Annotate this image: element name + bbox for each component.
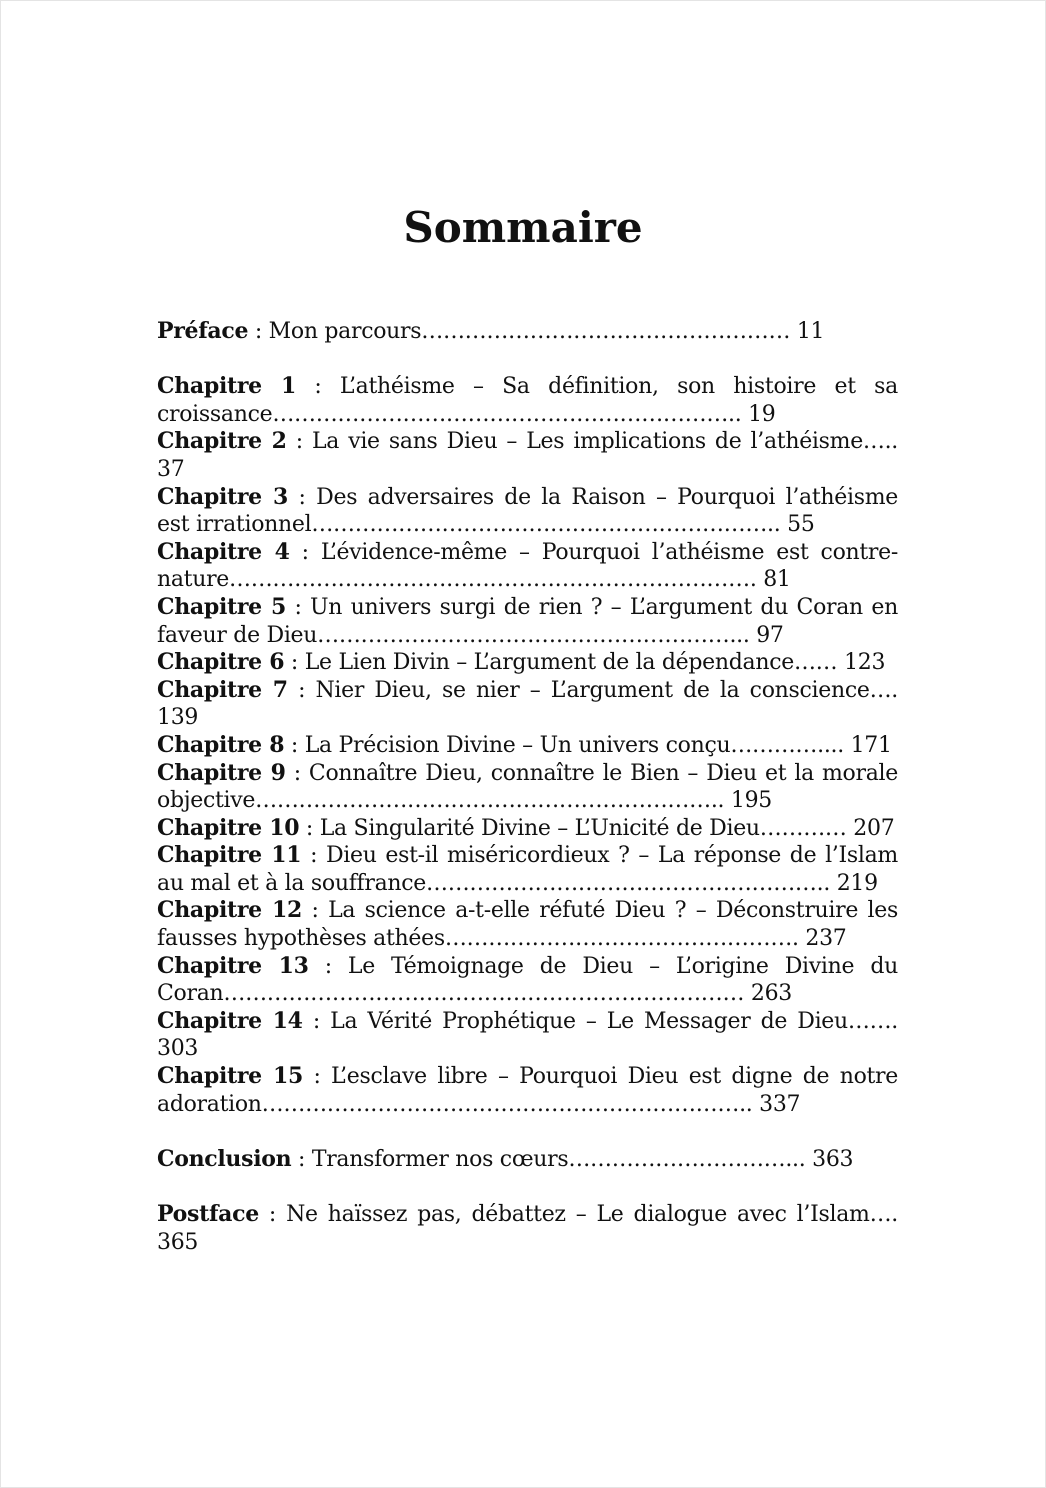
toc-entry-chapter-6[interactable] [157,649,898,677]
toc-entry-chapter-2[interactable] [157,428,898,483]
toc-entry-page: 365 [157,1229,199,1255]
toc-entry-chapter-10[interactable] [157,815,898,843]
toc-entry-text: : La science a-t-elle réfuté Dieu ? – Déconstruire les fausses hypothèses athées…………………………………………. [157,898,898,952]
toc-entry-text: : La Précision Divine – Un univers conçu………….... [284,732,851,758]
toc-entry-chapter-9[interactable] [157,760,898,815]
toc-entry-page: 11 [790,319,825,344]
toc-entry-page: 263 [750,981,792,1007]
toc-entry-text: : L’esclave libre – Pourquoi Dieu est digne de notre adoration………………………………………………………….. [157,1064,898,1117]
toc-entry-page: 97 [756,622,784,648]
toc-entry-chapter-7[interactable] [157,677,898,732]
toc-entry-label: Postface [157,1201,259,1227]
toc-entry-label: Chapitre 7 [157,676,288,703]
toc-entry-text: : La Singularité Divine – L’Unicité de Dieu………… [299,815,854,841]
toc-entry-chapter-14[interactable] [157,1008,898,1063]
toc-entry-chapter-11[interactable] [157,842,898,897]
toc-entry-label: Préface [157,318,249,344]
toc-entry-page: 37 [157,456,185,482]
toc-entry-label: Chapitre 13 [157,952,309,979]
section-gap [157,1118,898,1146]
toc-entry-conclusion[interactable] [157,1146,898,1174]
toc-entry-page: 303 [157,1036,199,1062]
toc-entry-label: Conclusion [157,1145,292,1172]
toc-entry-page: 237 [805,926,847,952]
toc-entry-page: 337 [759,1091,801,1117]
toc-entry-label: Chapitre 3 [157,483,289,510]
toc-entry-page: 171 [850,732,892,758]
toc-entry-preface[interactable] [157,318,898,346]
section-gap [157,1173,898,1201]
section-gap [157,346,898,374]
toc-entry-text: : Dieu est-il miséricordieux ? – La réponse de l’Islam au mal et à la souffrance……………………………………………….. [157,843,898,896]
toc-entry-label: Chapitre 6 [157,649,285,676]
toc-entry-text: : Transformer nos cœurs…………………………... [291,1146,813,1172]
toc-entry-chapter-12[interactable] [157,897,898,952]
toc-entry-text: : Des adversaires de la Raison – Pourquoi l’athéisme est irrationnel……………………………………………………….. [157,484,899,538]
toc-entry-page: 195 [730,788,772,814]
toc-entry-chapter-8[interactable] [157,732,898,760]
toc-entry-text: : Ne haïssez pas, débattez – Le dialogue avec l’Islam…. [258,1202,898,1227]
toc-entry-text: : Un univers surgi de rien ? – L’argument du Coran en faveur de Dieu…………………………………………………... [157,594,898,648]
toc-entry-label: Chapitre 11 [157,842,302,869]
toc-entry-label: Chapitre 15 [157,1063,303,1090]
toc-entry-label: Chapitre 5 [157,593,286,620]
toc-entry-chapter-13[interactable] [157,953,898,1008]
toc-entry-text: : Le Lien Divin – L’argument de la dépendance…… [284,650,845,676]
toc-entry-label: Chapitre 9 [157,759,286,786]
toc-entry-page: 123 [844,650,886,676]
toc-entry-text: : Connaître Dieu, connaître le Bien – Dieu et la morale objective……………………………………………………….. [157,760,898,814]
toc-entry-postface[interactable] [157,1201,898,1256]
page-title: Sommaire [403,203,643,252]
toc-entry-page: 55 [787,512,815,538]
toc-entry-label: Chapitre 10 [157,814,300,841]
toc-entry-label: Chapitre 4 [157,538,290,565]
toc-entry-label: Chapitre 2 [157,428,287,455]
toc-entry-chapter-1[interactable] [157,373,898,428]
toc-entry-chapter-4[interactable] [157,539,898,594]
toc-entry-text: : La vie sans Dieu – Les implications de l’athéisme….. [286,429,899,455]
toc-entry-chapter-15[interactable] [157,1063,898,1118]
toc-entry-label: Chapitre 12 [157,897,303,924]
toc-entry-text: : Le Témoignage de Dieu – L’origine Divine du Coran……………………………………………………………… [157,953,898,1007]
table-of-contents [157,318,898,1256]
toc-entry-chapter-5[interactable] [157,594,898,649]
toc-entry-text: : La Vérité Prophétique – Le Messager de Dieu……. [302,1008,898,1034]
toc-entry-text: : L’athéisme – Sa définition, son histoire et sa croissance……………………………………………………….. [157,374,898,427]
toc-entry-chapter-3[interactable] [157,484,898,539]
toc-entry-page: 139 [157,705,199,731]
toc-entry-label: Chapitre 8 [157,731,285,758]
toc-entry-page: 81 [763,567,791,593]
toc-entry-text: : Mon parcours…………………………………………… [248,319,791,344]
toc-entry-page: 363 [812,1146,854,1172]
toc-entry-page: 219 [836,870,878,896]
toc-entry-label: Chapitre 1 [157,373,296,400]
toc-entry-text: : Nier Dieu, se nier – L’argument de la conscience…. [287,677,898,703]
toc-entry-label: Chapitre 14 [157,1007,303,1034]
toc-entry-page: 19 [748,401,776,427]
toc-entry-page: 207 [853,815,895,841]
toc-entry-text: : L’évidence-même – Pourquoi l’athéisme est contre-nature………………………………………………………………. [157,539,899,593]
